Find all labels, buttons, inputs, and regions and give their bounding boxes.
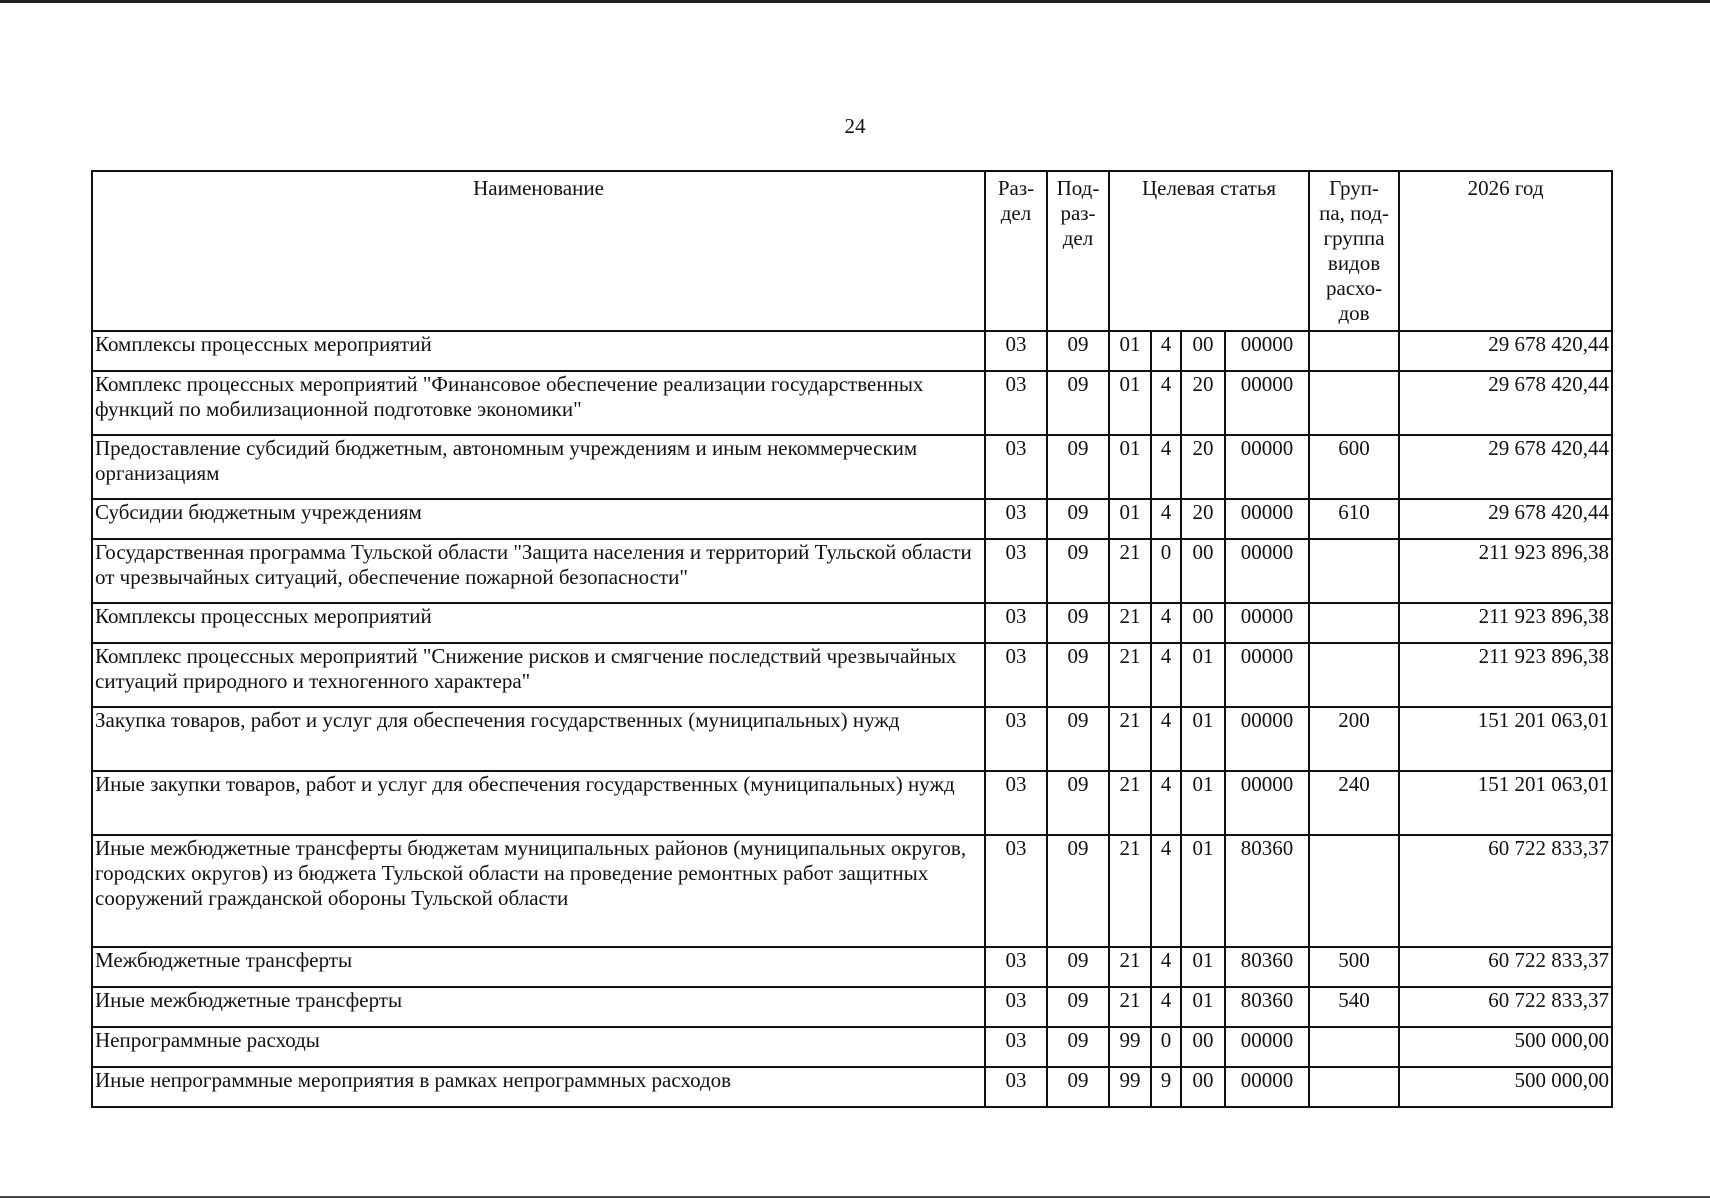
- row-podrazdel: 09: [1047, 499, 1109, 539]
- row-target-direction: 00000: [1225, 539, 1309, 603]
- row-amount: 151 201 063,01: [1399, 771, 1612, 835]
- row-target-direction: 00000: [1225, 771, 1309, 835]
- row-razdel: 03: [985, 947, 1047, 987]
- row-target-complex: 20: [1181, 435, 1225, 499]
- row-podrazdel: 09: [1047, 1027, 1109, 1067]
- row-target-type: 4: [1151, 371, 1181, 435]
- row-amount: 151 201 063,01: [1399, 707, 1612, 771]
- row-name: Иные межбюджетные трансферты: [92, 987, 985, 1027]
- row-target-complex: 01: [1181, 835, 1225, 947]
- row-target-program: 21: [1109, 643, 1151, 707]
- row-razdel: 03: [985, 1027, 1047, 1067]
- row-target-complex: 00: [1181, 1067, 1225, 1107]
- table-row: [92, 643, 1612, 707]
- row-razdel: 03: [985, 435, 1047, 499]
- row-target-complex: 00: [1181, 1027, 1225, 1067]
- row-name: Непрограммные расходы: [92, 1027, 985, 1067]
- row-target-program: 21: [1109, 539, 1151, 603]
- row-podrazdel: 09: [1047, 1067, 1109, 1107]
- row-name: Иные закупки товаров, работ и услуг для обеспечения государственных (муниципальных) нужд: [92, 771, 985, 835]
- row-target-type: 4: [1151, 707, 1181, 771]
- row-podrazdel: 09: [1047, 435, 1109, 499]
- table-row: [92, 603, 1612, 643]
- row-name: Иные непрограммные мероприятия в рамках непрограммных расходов: [92, 1067, 985, 1107]
- row-amount: 500 000,00: [1399, 1067, 1612, 1107]
- budget-table: [91, 170, 1613, 1108]
- row-target-direction: 00000: [1225, 331, 1309, 371]
- row-target-complex: 20: [1181, 371, 1225, 435]
- table-body: [92, 331, 1612, 1107]
- row-podrazdel: 09: [1047, 603, 1109, 643]
- row-name: Закупка товаров, работ и услуг для обеспечения государственных (муниципальных) нужд: [92, 707, 985, 771]
- row-razdel: 03: [985, 371, 1047, 435]
- row-target-direction: 00000: [1225, 643, 1309, 707]
- row-expense-group: [1309, 835, 1399, 947]
- row-expense-group: 240: [1309, 771, 1399, 835]
- row-target-complex: 00: [1181, 331, 1225, 371]
- table-row: [92, 1027, 1612, 1067]
- row-amount: 60 722 833,37: [1399, 835, 1612, 947]
- row-podrazdel: 09: [1047, 643, 1109, 707]
- table-row: [92, 499, 1612, 539]
- table-row: [92, 1067, 1612, 1107]
- header-name: Наименование: [92, 171, 985, 331]
- row-target-program: 21: [1109, 987, 1151, 1027]
- row-target-type: 4: [1151, 835, 1181, 947]
- row-target-direction: 00000: [1225, 435, 1309, 499]
- row-target-complex: 01: [1181, 707, 1225, 771]
- row-razdel: 03: [985, 539, 1047, 603]
- table-row: [92, 331, 1612, 371]
- table-row: [92, 539, 1612, 603]
- row-target-direction: 00000: [1225, 1027, 1309, 1067]
- row-target-program: 21: [1109, 603, 1151, 643]
- row-podrazdel: 09: [1047, 707, 1109, 771]
- row-razdel: 03: [985, 1067, 1047, 1107]
- row-podrazdel: 09: [1047, 835, 1109, 947]
- row-expense-group: [1309, 643, 1399, 707]
- row-amount: 60 722 833,37: [1399, 987, 1612, 1027]
- row-name: Комплекс процессных мероприятий "Финансовое обеспечение реализации государственных функций по мобилизационной подготовке экономики": [92, 371, 985, 435]
- row-target-program: 21: [1109, 707, 1151, 771]
- row-amount: 211 923 896,38: [1399, 539, 1612, 603]
- row-target-type: 0: [1151, 1027, 1181, 1067]
- row-target-complex: 01: [1181, 987, 1225, 1027]
- row-podrazdel: 09: [1047, 987, 1109, 1027]
- row-target-type: 4: [1151, 643, 1181, 707]
- row-podrazdel: 09: [1047, 771, 1109, 835]
- page-number: 24: [844, 114, 866, 138]
- row-target-direction: 00000: [1225, 371, 1309, 435]
- table-row: [92, 771, 1612, 835]
- row-name: Иные межбюджетные трансферты бюджетам муниципальных районов (муниципальных округов, городских округов) из бюджета Тульской области на проведение ремонтных работ защитных сооружений гражданской обороны Тульской области: [92, 835, 985, 947]
- table-row: [92, 987, 1612, 1027]
- row-name: Межбюджетные трансферты: [92, 947, 985, 987]
- row-target-type: 4: [1151, 435, 1181, 499]
- row-expense-group: [1309, 1027, 1399, 1067]
- row-name: Комплексы процессных мероприятий: [92, 331, 985, 371]
- row-target-program: 99: [1109, 1067, 1151, 1107]
- row-razdel: 03: [985, 643, 1047, 707]
- row-name: Государственная программа Тульской области "Защита населения и территорий Тульской области от чрезвычайных ситуаций, обеспечение пожарной безопасности": [92, 539, 985, 603]
- row-target-direction: 80360: [1225, 987, 1309, 1027]
- table-row: [92, 947, 1612, 987]
- row-target-program: 21: [1109, 771, 1151, 835]
- row-razdel: 03: [985, 987, 1047, 1027]
- row-amount: 211 923 896,38: [1399, 603, 1612, 643]
- row-target-program: 01: [1109, 499, 1151, 539]
- row-target-type: 4: [1151, 331, 1181, 371]
- row-name: Предоставление субсидий бюджетным, автономным учреждениям и иным некоммерческим организациям: [92, 435, 985, 499]
- row-name: Субсидии бюджетным учреждениям: [92, 499, 985, 539]
- row-razdel: 03: [985, 835, 1047, 947]
- row-target-type: 4: [1151, 947, 1181, 987]
- row-target-complex: 00: [1181, 539, 1225, 603]
- row-target-direction: 80360: [1225, 835, 1309, 947]
- row-amount: 29 678 420,44: [1399, 435, 1612, 499]
- row-expense-group: 500: [1309, 947, 1399, 987]
- header-razdel: Раз- дел: [985, 171, 1047, 331]
- row-expense-group: 610: [1309, 499, 1399, 539]
- row-target-complex: 01: [1181, 947, 1225, 987]
- row-target-direction: 00000: [1225, 707, 1309, 771]
- row-target-type: 4: [1151, 603, 1181, 643]
- table-row: [92, 371, 1612, 435]
- row-target-type: 4: [1151, 987, 1181, 1027]
- table-row: [92, 707, 1612, 771]
- row-target-direction: 80360: [1225, 947, 1309, 987]
- row-amount: 211 923 896,38: [1399, 643, 1612, 707]
- row-target-complex: 01: [1181, 643, 1225, 707]
- row-expense-group: 200: [1309, 707, 1399, 771]
- row-expense-group: 600: [1309, 435, 1399, 499]
- row-razdel: 03: [985, 603, 1047, 643]
- row-amount: 29 678 420,44: [1399, 371, 1612, 435]
- row-target-program: 21: [1109, 835, 1151, 947]
- table-row: [92, 835, 1612, 947]
- table-row: [92, 435, 1612, 499]
- row-amount: 29 678 420,44: [1399, 499, 1612, 539]
- row-expense-group: [1309, 331, 1399, 371]
- row-podrazdel: 09: [1047, 331, 1109, 371]
- row-target-program: 01: [1109, 331, 1151, 371]
- row-amount: 500 000,00: [1399, 1027, 1612, 1067]
- row-target-complex: 20: [1181, 499, 1225, 539]
- row-expense-group: [1309, 539, 1399, 603]
- row-target-type: 9: [1151, 1067, 1181, 1107]
- header-target: Целевая статья: [1109, 171, 1309, 331]
- row-target-type: 4: [1151, 499, 1181, 539]
- row-expense-group: 540: [1309, 987, 1399, 1027]
- row-target-type: 4: [1151, 771, 1181, 835]
- row-amount: 60 722 833,37: [1399, 947, 1612, 987]
- header-row: [92, 171, 1612, 331]
- row-target-direction: 00000: [1225, 603, 1309, 643]
- row-expense-group: [1309, 371, 1399, 435]
- row-razdel: 03: [985, 771, 1047, 835]
- row-target-program: 99: [1109, 1027, 1151, 1067]
- row-name: Комплексы процессных мероприятий: [92, 603, 985, 643]
- row-name: Комплекс процессных мероприятий "Снижение рисков и смягчение последствий чрезвычайных ситуаций природного и техногенного характера": [92, 643, 985, 707]
- row-podrazdel: 09: [1047, 539, 1109, 603]
- row-podrazdel: 09: [1047, 371, 1109, 435]
- header-year: 2026 год: [1399, 171, 1612, 331]
- row-target-program: 01: [1109, 371, 1151, 435]
- row-target-program: 01: [1109, 435, 1151, 499]
- header-group: Груп- па, под- группа видов расхо- дов: [1309, 171, 1399, 331]
- row-target-complex: 00: [1181, 603, 1225, 643]
- row-expense-group: [1309, 603, 1399, 643]
- scan-top-edge: [0, 0, 1710, 3]
- row-target-program: 21: [1109, 947, 1151, 987]
- scan-bottom-edge: [0, 1196, 1710, 1198]
- row-target-type: 0: [1151, 539, 1181, 603]
- header-podrazdel: Под- раз- дел: [1047, 171, 1109, 331]
- row-razdel: 03: [985, 499, 1047, 539]
- row-expense-group: [1309, 1067, 1399, 1107]
- row-target-complex: 01: [1181, 771, 1225, 835]
- row-razdel: 03: [985, 707, 1047, 771]
- row-target-direction: 00000: [1225, 1067, 1309, 1107]
- row-podrazdel: 09: [1047, 947, 1109, 987]
- row-amount: 29 678 420,44: [1399, 331, 1612, 371]
- row-razdel: 03: [985, 331, 1047, 371]
- row-target-direction: 00000: [1225, 499, 1309, 539]
